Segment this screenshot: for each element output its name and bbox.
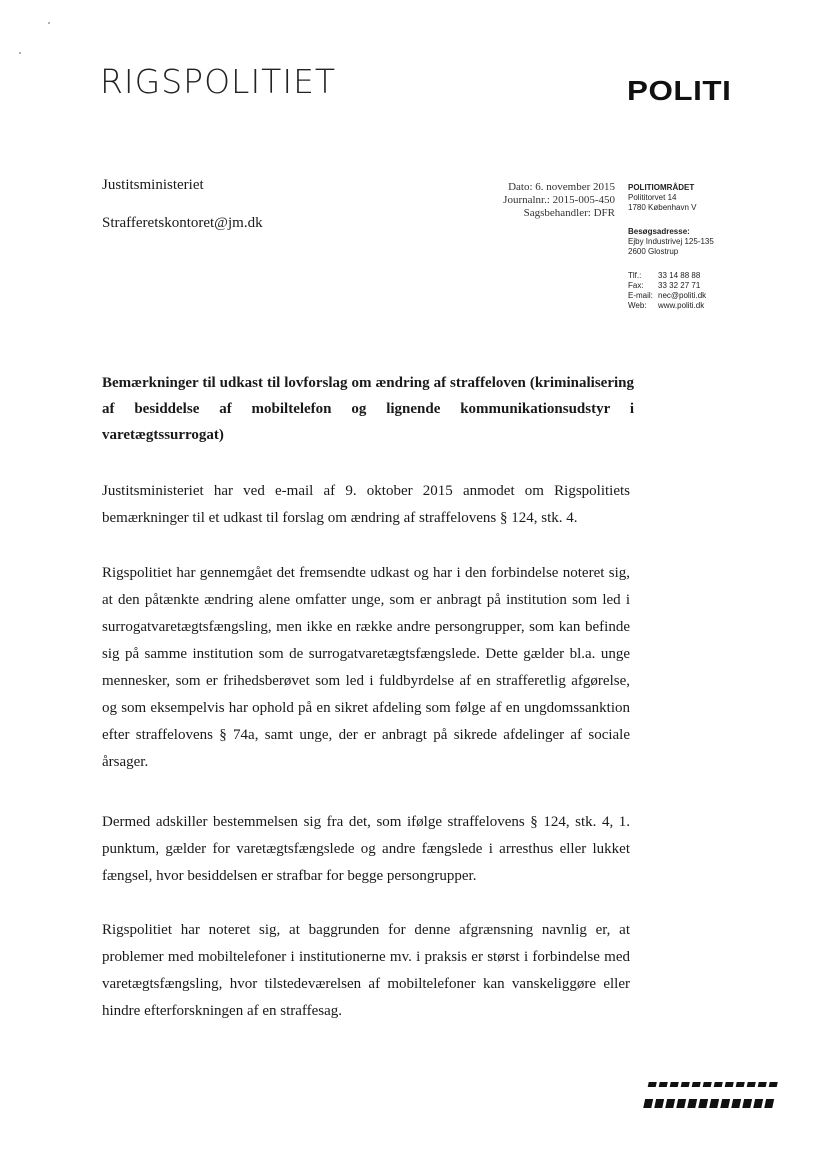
- sender-sidebar: [628, 183, 714, 311]
- paragraph-review: Rigspolitiet har gennemgået det fremsendte udkast og har i den forbindelse noteret sig, at den påtænkte ændring alene omfatter unge, som er anbragt på institution som led i surrogatvaretægtsfængsling, men ikke en række andre persongrupper, som kan befinde sig på samme institution som de surrogatvaretægtsfængslede. Dette gælder bl.a. unge mennesker, som er frihedsberøvet som led i fuldbyrdelse af en strafferetlig afgørelse, og som eksempelvis har ophold på en sikret afdeling som følge af en ungdomssanktion efter straffelovens § 74a, samt unge, der er anbragt på sikrede afdelinger af sociale årsager.: [102, 565, 630, 770]
- letter-subject: Bemærkninger til udkast til lovforslag om ændring af straffeloven (kriminalisering af besiddelse af mobiltelefon og lignende kommunikationsudstyr i varetægtssurrogat): [102, 375, 634, 443]
- visit-title: Besøgsadresse:: [628, 227, 690, 236]
- contact-label: E-mail:: [628, 291, 653, 300]
- contact-phone: [628, 271, 714, 281]
- contact-value: www.politi.dk: [658, 301, 705, 310]
- contact-value: 33 14 88 88: [658, 271, 701, 280]
- contact-web: [628, 301, 714, 311]
- visit-street: Ejby Industrivej 125-135: [628, 237, 714, 246]
- contact-fax: [628, 281, 714, 291]
- recipient-email: Strafferetskontoret@jm.dk: [102, 215, 263, 231]
- meta-handler: Sagsbehandler: DFR: [523, 207, 615, 219]
- contact-label: Web:: [628, 301, 647, 310]
- document-barcode: [646, 1082, 775, 1108]
- contact-label: Fax:: [628, 281, 644, 290]
- barcode-bar: [764, 1082, 778, 1108]
- contact-value: nec@politi.dk: [658, 291, 707, 300]
- visit-city: 2600 Glostrup: [628, 247, 679, 256]
- contact-value: 33 32 27 71: [658, 281, 701, 290]
- scan-speck: [48, 22, 50, 24]
- recipient-name: Justitsministeriet: [102, 177, 204, 193]
- district-city: 1780 København V: [628, 203, 697, 212]
- district-title: POLITIOMRÅDET: [628, 183, 695, 192]
- district-street: Polititorvet 14: [628, 193, 677, 202]
- scan-speck: [19, 52, 21, 54]
- document-meta: [503, 181, 615, 220]
- politi-logo: POLITI: [627, 75, 732, 106]
- brand-wordmark: RIGSPOLITIET: [100, 62, 337, 101]
- paragraph-request: Justitsministeriet har ved e-mail af 9. oktober 2015 anmodet om Rigspolitiets bemærkninger til et udkast til forslag om ændring af straffelovens § 124, stk. 4.: [102, 483, 630, 526]
- meta-journal: Journalnr.: 2015-005-450: [503, 194, 615, 206]
- contact-email: [628, 291, 714, 301]
- paragraph-background: Rigspolitiet har noteret sig, at baggrunden for denne afgrænsning navnlig er, at problemer med mobiltelefoner i institutionerne mv. i praksis er størst i forbindelse med varetægtsfængsling, hvor tilstedeværelsen af mobiltelefoner kan vanskeliggøre eller hindre efterforskningen af en straffesag.: [102, 922, 630, 1019]
- meta-date: Dato: 6. november 2015: [508, 181, 615, 193]
- paragraph-difference: Dermed adskiller bestemmelsen sig fra det, som ifølge straffelovens § 124, stk. 4, 1. punktum, gælder for varetægtsfængslede og andre fængslede i arresthus eller lukket fængsel, hvor besiddelsen er strafbar for begge persongrupper.: [102, 814, 630, 884]
- contact-label: Tlf.:: [628, 271, 642, 280]
